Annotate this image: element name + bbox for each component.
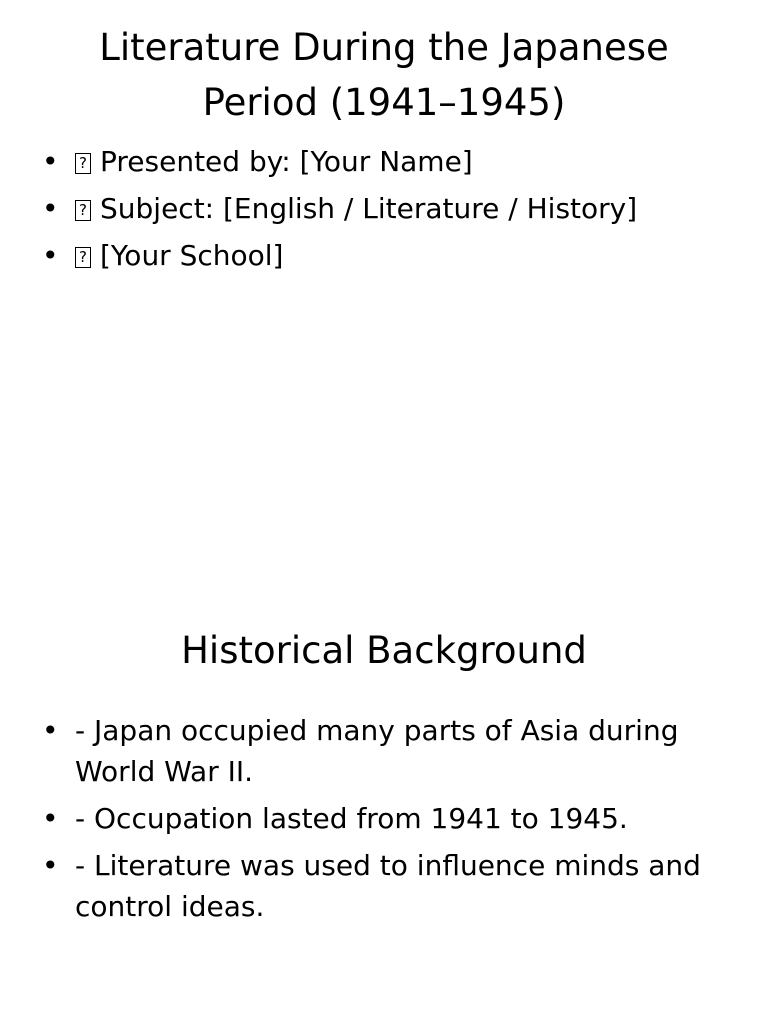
bullet-text: - Literature was used to influence minds and control ideas. xyxy=(75,849,701,923)
bullet-dot-icon: • xyxy=(42,802,59,835)
bullet-item xyxy=(40,710,730,792)
missing-glyph-icon xyxy=(75,247,91,268)
bullet-text: - Occupation lasted from 1941 to 1945. xyxy=(75,802,628,835)
bullet-dot-icon: • xyxy=(42,192,59,225)
slide-title-heading: Literature During the Japanese Period (1941–1945) xyxy=(99,26,669,124)
slide-historical-background xyxy=(0,512,768,1024)
bullet-dot-icon: • xyxy=(42,714,59,747)
bullet-text: Subject: [English / Literature / History] xyxy=(100,192,638,225)
bullet-item xyxy=(40,845,730,927)
bullet-text: - Japan occupied many parts of Asia during World War II. xyxy=(75,714,679,788)
bullet-dot-icon: • xyxy=(42,239,59,272)
bullet-item-presenter xyxy=(40,138,730,185)
slide-heading: Historical Background xyxy=(181,629,587,672)
bullet-list xyxy=(40,138,730,279)
missing-glyph-icon xyxy=(75,153,91,174)
bullet-dot-icon: • xyxy=(42,849,59,882)
bullet-dot-icon: • xyxy=(42,145,59,178)
missing-glyph-icon xyxy=(75,200,91,221)
bullet-item-school xyxy=(40,232,730,279)
bullet-text: Presented by: [Your Name] xyxy=(100,145,473,178)
bullet-text: [Your School] xyxy=(100,239,284,272)
bullet-item-subject xyxy=(40,185,730,232)
bullet-list xyxy=(40,710,730,933)
bullet-item xyxy=(40,798,730,839)
